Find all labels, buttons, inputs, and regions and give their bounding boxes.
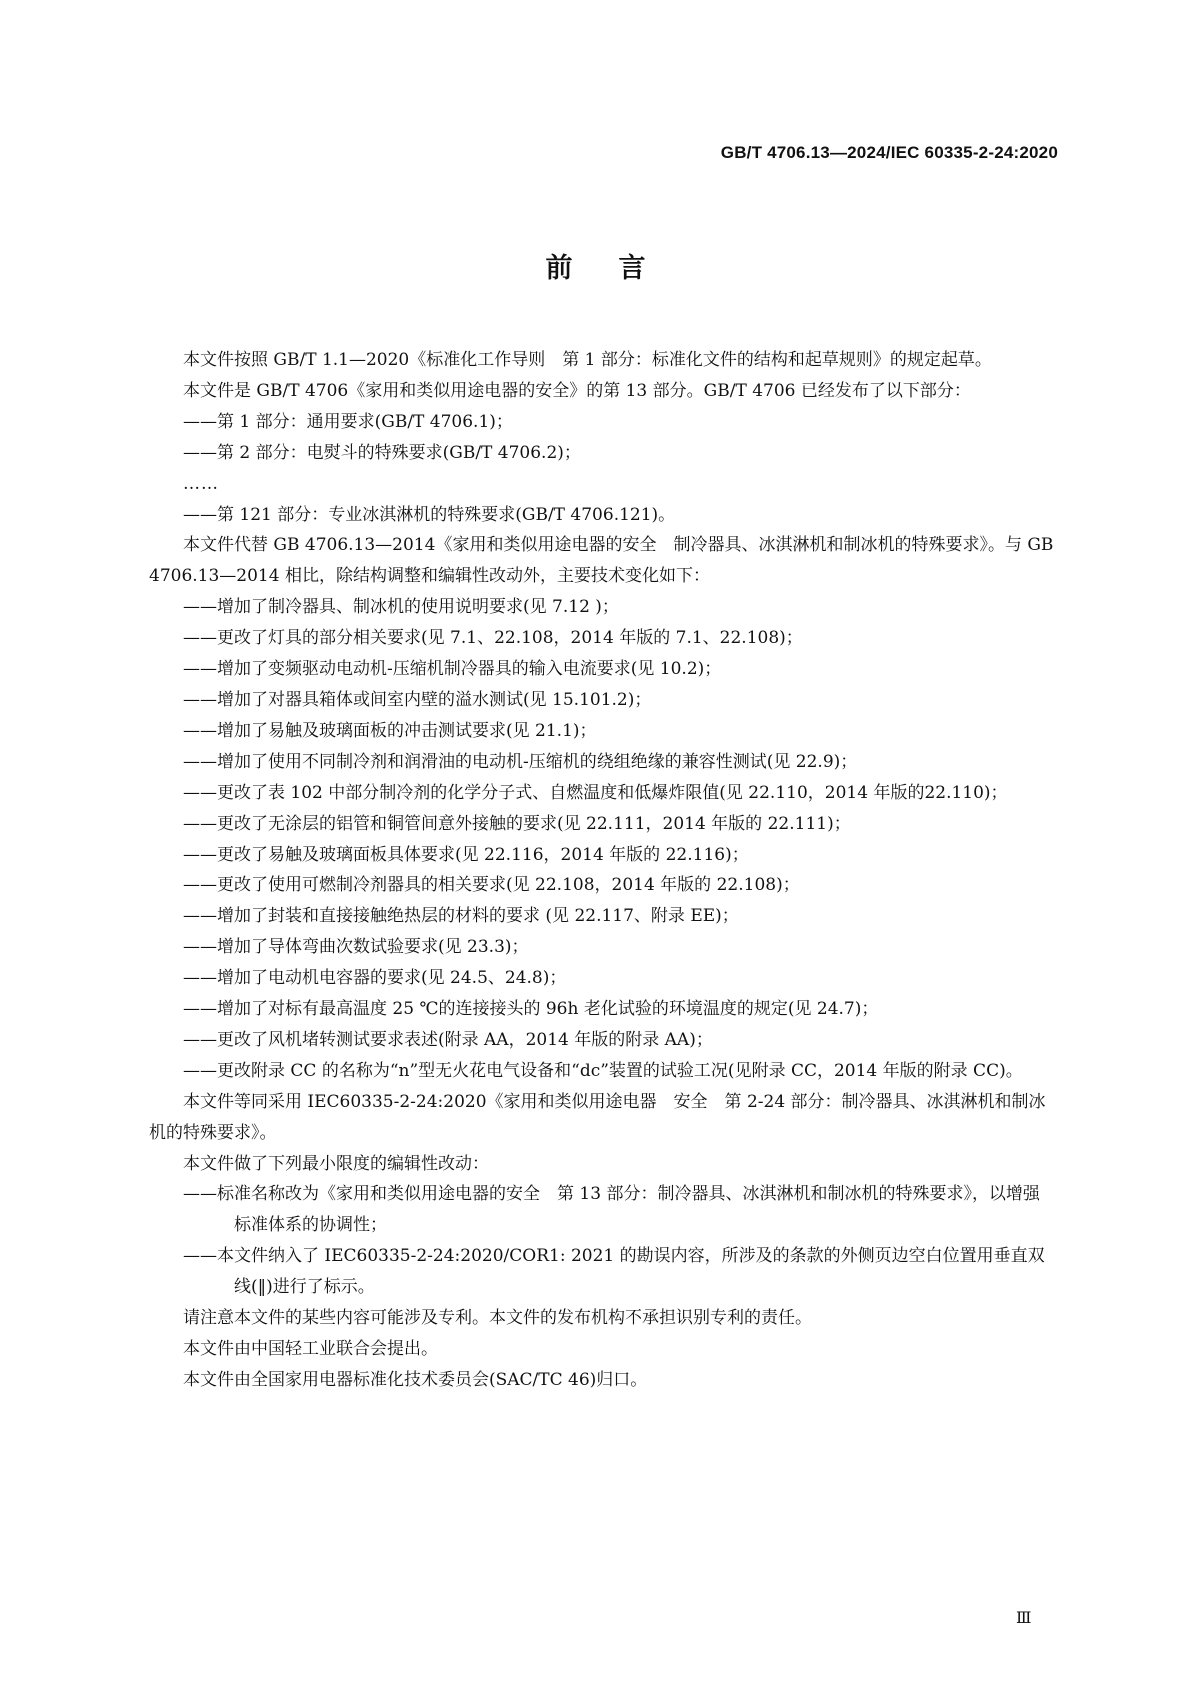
list-item-change: ——更改了使用可燃制冷剂器具的相关要求(见 22.108，2014 年版的 22.108)； [183,875,800,896]
list-item-part: ——第 2 部分：电熨斗的特殊要求(GB/T 4706.2)； [183,442,581,463]
page-title: 前言 [545,253,692,284]
list-item-change: ——更改了易触及玻璃面板具体要求(见 22.116，2014 年版的 22.116)； [183,844,749,865]
list-item-edit: ——标准名称改为《家用和类似用途电器的安全 第 13 部分：制冷器具、冰淇淋机和制冰机的特殊要求》，以增强标准体系的协调性； [183,1184,1040,1236]
list-item-change: ——增加了导体弯曲次数试验要求(见 23.3)； [183,937,529,958]
paragraph-editorial-changes: 本文件做了下列最小限度的编辑性改动： [183,1153,489,1174]
list-item-change: ——增加了封装和直接接触绝热层的材料的要求 (见 22.117、附录 EE)； [183,906,739,927]
ellipsis: …… [183,473,219,494]
paragraph-drafting-rules: 本文件按照 GB/T 1.1—2020《标准化工作导则 第 1 部分：标准化文件的结构和起草规则》的规定起草。 [183,350,992,370]
paragraph-series-part: 本文件是 GB/T 4706《家用和类似用途电器的安全》的第 13 部分。GB/T 4706 已经发布了以下部分： [183,380,971,401]
list-item-change: ——增加了电动机电容器的要求(见 24.5、24.8)； [183,968,567,989]
list-item-change: ——增加了对器具箱体或间室内壁的溢水测试(见 15.101.2)； [183,689,652,710]
list-item-part: ——第 1 部分：通用要求(GB/T 4706.1)； [183,411,513,432]
page-number: Ⅲ [1016,1608,1032,1627]
list-item-part: ——第 121 部分：专业冰淇淋机的特殊要求(GB/T 4706.121)。 [183,504,676,525]
paragraph-centralized-by: 本文件由全国家用电器标准化技术委员会(SAC/TC 46)归口。 [183,1369,648,1390]
list-item-change: ——更改了灯具的部分相关要求(见 7.1、22.108，2014 年版的 7.1、22.108)； [183,628,803,649]
paragraph-iec-adoption: 本文件等同采用 IEC60335-2-24:2020《家用和类似用途电器 安全 第 2-24 部分：制冷器具、冰淇淋机和制冰机的特殊要求》。 [149,1091,1046,1143]
list-item-edit: ——本文件纳入了 IEC60335-2-24:2020/COR1: 2021 的勘误内容，所涉及的条款的外侧页边空白位置用垂直双线(‖)进行了标示。 [183,1246,1045,1298]
paragraph-replaces: 本文件代替 GB 4706.13—2014《家用和类似用途电器的安全 制冷器具、冰淇淋机和制冰机的特殊要求》。与 GB 4706.13—2014 相比，除结构调整和编辑性改动外，主要技术变化如下： [149,535,1054,587]
list-item-change: ——更改了表 102 中部分制冷剂的化学分子式、自燃温度和低爆炸限值(见 22.110，2014 年版的22.110)； [183,782,1008,803]
list-item-change: ——更改附录 CC 的名称为“n”型无火花电气设备和“dc”装置的试验工况(见附录 CC，2014 年版的附录 CC)。 [183,1060,1023,1081]
list-item-change: ——增加了使用不同制冷剂和润滑油的电动机-压缩机的绕组绝缘的兼容性测试(见 22.9)； [183,751,858,772]
list-item-change: ——增加了易触及玻璃面板的冲击测试要求(见 21.1)； [183,720,597,741]
foreword-body [149,345,1055,1396]
list-item-change: ——更改了无涂层的铝管和铜管间意外接触的要求(见 22.111，2014 年版的 22.111)； [183,813,851,834]
paragraph-proposed-by: 本文件由中国轻工业联合会提出。 [183,1339,438,1359]
paragraph-patent-notice: 请注意本文件的某些内容可能涉及专利。本文件的发布机构不承担识别专利的责任。 [183,1308,812,1329]
list-item-change: ——增加了对标有最高温度 25 ℃的连接接头的 96h 老化试验的环境温度的规定(见 24.7)； [183,999,879,1020]
document-number-header: GB/T 4706.13—2024/IEC 60335-2-24:2020 [720,143,1058,162]
list-item-change: ——增加了变频驱动电动机-压缩机制冷器具的输入电流要求(见 10.2)； [183,659,722,680]
list-item-change: ——增加了制冷器具、制冰机的使用说明要求(见 7.12 )； [183,597,619,618]
list-item-change: ——更改了风机堵转测试要求表述(附录 AA，2014 年版的附录 AA)； [183,1029,713,1050]
